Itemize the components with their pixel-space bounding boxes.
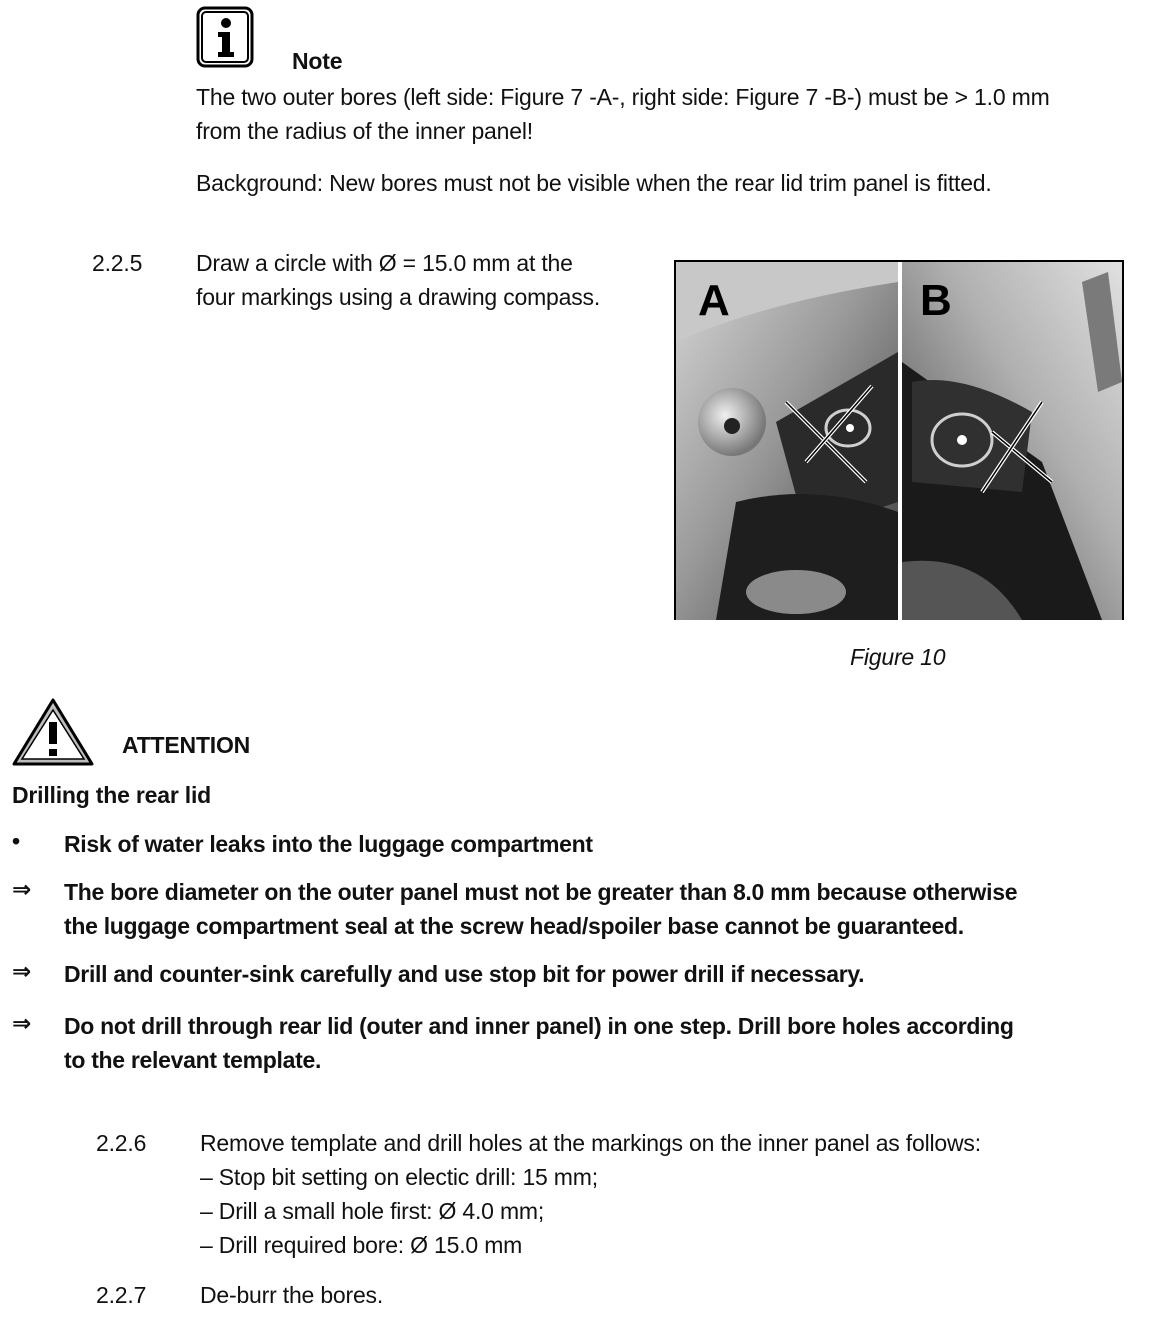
arrow-item-3-line-2: to the relevant template. (64, 1047, 322, 1073)
attention-title: ATTENTION (122, 732, 251, 758)
warning-icon (10, 696, 96, 768)
arrow-item-2: Drill and counter-sink carefully and use stop bit for power drill if necessary. (64, 961, 865, 987)
arrow-right-icon: ⇒ (12, 1010, 32, 1036)
step-text-line-3: – Drill a small hole first: Ø 4.0 mm; (200, 1198, 545, 1224)
figure-panel-a (676, 262, 898, 620)
step-text-line-1: Draw a circle with Ø = 15.0 mm at the (196, 250, 573, 276)
figure-label-b: B (920, 276, 952, 325)
step-number: 2.2.6 (96, 1130, 147, 1156)
step-text: De-burr the bores. (200, 1282, 384, 1308)
step-text-line-2: – Stop bit setting on electic drill: 15 mm; (200, 1164, 598, 1190)
note-background: Background: New bores must not be visible when the rear lid trim panel is fitted. (196, 170, 992, 196)
arrow-right-icon: ⇒ (12, 876, 32, 902)
attention-subtitle: Drilling the rear lid (12, 782, 212, 808)
info-icon (196, 6, 256, 70)
figure-label-a: A (698, 276, 730, 325)
step-number: 2.2.5 (92, 250, 143, 276)
step-number: 2.2.7 (96, 1282, 147, 1308)
step-text-line-2: four markings using a drawing compass. (196, 284, 601, 310)
figure-photo (674, 260, 1124, 620)
figure-caption: Figure 10 (850, 644, 946, 670)
bullet-risk-text: Risk of water leaks into the luggage compartment (64, 831, 593, 857)
arrow-item-3-line-1: Do not drill through rear lid (outer and inner panel) in one step. Drill bore holes according (64, 1013, 1014, 1039)
note-line-2: from the radius of the inner panel! (196, 118, 533, 144)
arrow-item-1-line-2: the luggage compartment seal at the screw head/spoiler base cannot be guaranteed. (64, 913, 964, 939)
note-title: Note (292, 48, 343, 74)
figure-panel-b (902, 262, 1122, 620)
step-text-line-1: Remove template and drill holes at the markings on the inner panel as follows: (200, 1130, 981, 1156)
step-text-line-4: – Drill required bore: Ø 15.0 mm (200, 1232, 523, 1258)
note-line-1: The two outer bores (left side: Figure 7 -A-, right side: Figure 7 -B-) must be > 1.0 mm (196, 84, 1050, 110)
arrow-right-icon: ⇒ (12, 958, 32, 984)
arrow-item-1-line-1: The bore diameter on the outer panel must not be greater than 8.0 mm because otherwise (64, 879, 1018, 905)
bullet-dot-icon: • (12, 828, 21, 854)
